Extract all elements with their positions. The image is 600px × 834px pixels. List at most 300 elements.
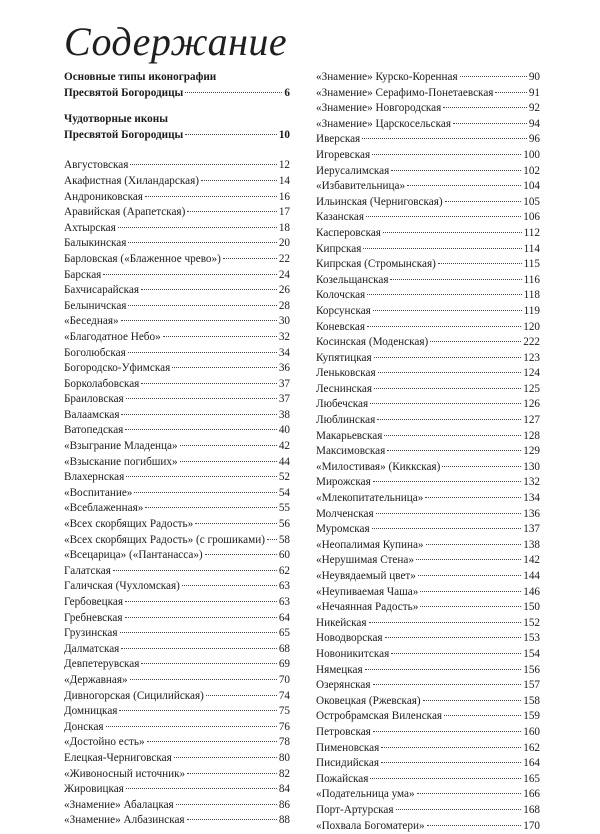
toc-entry-page: 164 (523, 756, 540, 772)
toc-entry-name: Акафистная (Хиландарская) (64, 174, 199, 190)
toc-entry[interactable] (316, 366, 540, 382)
toc-entry-page: 86 (279, 798, 290, 814)
section-title-line2: Пресвятой Богородицы (64, 128, 183, 144)
toc-entry-name: Иерусалимская (316, 164, 389, 180)
dot-leader (206, 695, 277, 696)
toc-entry[interactable] (316, 257, 540, 273)
toc-right-column (316, 70, 540, 834)
toc-entry[interactable] (64, 174, 290, 190)
toc-entry-name: Макарьевская (316, 429, 382, 445)
toc-entry-name: Елецкая-Черниговская (64, 751, 172, 767)
toc-entry[interactable] (316, 444, 540, 460)
dot-leader (443, 107, 527, 108)
toc-entry[interactable] (316, 663, 540, 679)
toc-entry[interactable] (64, 190, 290, 206)
dot-leader (182, 585, 277, 586)
toc-entry[interactable] (316, 226, 540, 242)
toc-entry[interactable] (316, 288, 540, 304)
dot-leader (180, 461, 277, 462)
toc-entry[interactable] (64, 564, 290, 580)
toc-entry[interactable] (316, 460, 540, 476)
toc-entry[interactable] (316, 86, 540, 102)
toc-entry-name: Новоникитская (316, 647, 389, 663)
toc-entry[interactable] (316, 148, 540, 164)
toc-entry-page: 68 (279, 642, 290, 658)
toc-entry-name: «Державная» (64, 673, 128, 689)
toc-entry[interactable] (316, 273, 540, 289)
dot-leader (185, 134, 277, 135)
toc-entry-page: 75 (279, 704, 290, 720)
toc-entry[interactable] (64, 314, 290, 330)
toc-entry[interactable] (316, 335, 540, 351)
dot-leader (366, 216, 521, 217)
dot-leader (444, 715, 521, 716)
toc-entry[interactable] (64, 408, 290, 424)
toc-entry-name: «Избавительница» (316, 179, 405, 195)
toc-entry-page: 22 (279, 252, 290, 268)
toc-entry[interactable] (64, 392, 290, 408)
toc-entry[interactable] (316, 397, 540, 413)
toc-entry[interactable] (316, 117, 540, 133)
toc-entry-page: 123 (523, 351, 540, 367)
toc-entry-page: 118 (524, 288, 540, 304)
toc-entry-page: 120 (523, 320, 540, 336)
dot-leader (187, 773, 277, 774)
dot-leader (120, 632, 277, 633)
toc-entry-name: «Взыграние Младенца» (64, 439, 178, 455)
toc-entry-name: Порт-Артурская (316, 803, 394, 819)
toc-entry[interactable] (64, 673, 290, 689)
toc-entry-name: Домницкая (64, 704, 117, 720)
dot-leader (365, 669, 522, 670)
page-title: Содержание (64, 22, 287, 62)
toc-entry[interactable] (316, 678, 540, 694)
toc-entry-page: 159 (523, 709, 540, 725)
dot-leader (385, 637, 522, 638)
toc-entry[interactable] (316, 320, 540, 336)
toc-entry-page: 55 (279, 501, 290, 517)
toc-entry[interactable] (316, 475, 540, 491)
dot-leader (373, 481, 522, 482)
toc-entry[interactable] (64, 158, 290, 174)
toc-entry-name: «Благодатное Небо» (64, 330, 161, 346)
toc-entry-name: Богородско-Уфимская (64, 361, 170, 377)
dot-leader (141, 663, 276, 664)
toc-entry[interactable] (64, 361, 290, 377)
toc-entry[interactable] (316, 538, 540, 554)
toc-entry-page: 88 (279, 813, 290, 829)
dot-leader (391, 170, 521, 171)
toc-entry-name: Никейская (316, 616, 367, 632)
toc-entry-name: «Живоносный источник» (64, 767, 185, 783)
dot-leader (180, 445, 277, 446)
toc-entry-page: 62 (279, 564, 290, 580)
toc-entry[interactable] (64, 720, 290, 736)
toc-entry-page: 56 (279, 517, 290, 533)
toc-entry-name: Галичская (Чухломская) (64, 579, 180, 595)
toc-entry-name: Оковецкая (Ржевская) (316, 694, 421, 710)
toc-entry-page: 116 (524, 273, 540, 289)
dot-leader (378, 372, 522, 373)
toc-entry-page: 137 (523, 522, 540, 538)
toc-entry[interactable] (316, 709, 540, 725)
toc-entry-name: Кипрская (Стромынская) (316, 257, 436, 273)
toc-entry[interactable] (64, 689, 290, 705)
dot-leader (145, 507, 277, 508)
toc-section-heading[interactable] (64, 70, 290, 101)
toc-entry[interactable] (64, 439, 290, 455)
toc-entry-page: 38 (279, 408, 290, 424)
dot-leader (267, 539, 277, 540)
toc-entry[interactable] (316, 694, 540, 710)
dot-leader (453, 123, 527, 124)
toc-entry-page: 76 (279, 720, 290, 736)
toc-entry-page: 115 (524, 257, 540, 273)
dot-leader (407, 185, 521, 186)
dot-leader (121, 648, 276, 649)
toc-entry-name: Петровская (316, 725, 371, 741)
toc-entry[interactable] (316, 242, 540, 258)
dot-leader (185, 92, 282, 93)
toc-entry[interactable] (64, 346, 290, 362)
toc-entry[interactable] (64, 470, 290, 486)
toc-entry-page: 170 (523, 819, 540, 834)
toc-entry-page: 52 (279, 470, 290, 486)
toc-entry-name: Пименовская (316, 741, 379, 757)
toc-entry-name: Озерянская (316, 678, 371, 694)
toc-entry[interactable] (316, 725, 540, 741)
toc-entry[interactable] (316, 413, 540, 429)
toc-entry[interactable] (64, 798, 290, 814)
toc-entry-page: 12 (279, 158, 290, 174)
section-title-line1: Чудотворные иконы (64, 112, 290, 128)
dot-leader (119, 710, 276, 711)
toc-entry-page: 82 (279, 767, 290, 783)
toc-entry[interactable] (64, 455, 290, 471)
toc-entry[interactable] (316, 210, 540, 226)
toc-entry-page: 134 (523, 491, 540, 507)
toc-entry[interactable] (316, 787, 540, 803)
toc-entry-name: «Милостивая» (Киккская) (316, 460, 440, 476)
toc-entry-name: «Знамение» Царскосельская (316, 117, 451, 133)
toc-entry-name: Казанская (316, 210, 364, 226)
toc-entry-name: «Достойно есть» (64, 735, 145, 751)
dot-leader (126, 398, 277, 399)
toc-entry-page: 114 (524, 242, 540, 258)
toc-entry-name: Ватопедская (64, 423, 123, 439)
dot-leader (126, 476, 277, 477)
toc-entry[interactable] (316, 616, 540, 632)
dot-leader (370, 778, 521, 779)
toc-entry-page: 80 (279, 751, 290, 767)
toc-entry[interactable] (316, 351, 540, 367)
toc-entry[interactable] (64, 751, 290, 767)
dot-leader (374, 388, 521, 389)
toc-entry-page: 28 (279, 299, 290, 315)
toc-entry-name: Иверская (316, 132, 360, 148)
toc-entry-name: Кипрская (316, 242, 361, 258)
toc-entry-name: «Нечаянная Радость» (316, 600, 418, 616)
toc-entry[interactable] (316, 585, 540, 601)
toc-entry[interactable] (64, 704, 290, 720)
toc-entry-name: Люблинская (316, 413, 375, 429)
toc-entry-name: «Нерушимая Стена» (316, 553, 414, 569)
toc-entry-page: 90 (529, 70, 540, 86)
toc-entry-page: 20 (279, 236, 290, 252)
dot-leader (106, 726, 277, 727)
toc-entry-page: 156 (523, 663, 540, 679)
toc-entry[interactable] (64, 283, 290, 299)
toc-entry-name: Новодворская (316, 631, 383, 647)
toc-entry-page: 84 (279, 782, 290, 798)
toc-entry-name: Молченская (316, 507, 374, 523)
dot-leader (423, 700, 522, 701)
dot-leader (373, 731, 521, 732)
dot-leader (391, 653, 521, 654)
toc-entry-name: Ахтырская (64, 221, 116, 237)
dot-leader (128, 352, 277, 353)
toc-entry[interactable] (316, 569, 540, 585)
toc-entry[interactable] (316, 772, 540, 788)
dot-leader (425, 497, 521, 498)
toc-entry-name: Писидийская (316, 756, 379, 772)
toc-entry-page: 158 (523, 694, 540, 710)
dot-leader (126, 788, 277, 789)
toc-entry[interactable] (316, 179, 540, 195)
toc-entry-name: Валаамская (64, 408, 119, 424)
dot-leader (130, 679, 277, 680)
toc-entry[interactable] (316, 631, 540, 647)
toc-entry[interactable] (316, 132, 540, 148)
toc-entry-name: Аравийская (Арапетская) (64, 205, 185, 221)
toc-entry[interactable] (64, 813, 290, 829)
toc-entry-page: 162 (523, 741, 540, 757)
dot-leader (205, 554, 277, 555)
toc-entry-page: 150 (523, 600, 540, 616)
toc-entry-page: 130 (523, 460, 540, 476)
toc-entry-page: 168 (523, 803, 540, 819)
dot-leader (381, 762, 521, 763)
toc-entry-page: 126 (523, 397, 540, 413)
toc-entry[interactable] (316, 164, 540, 180)
dot-leader (174, 757, 277, 758)
toc-entry-name: Барловская («Блаженное чрево») (64, 252, 221, 268)
dot-leader (387, 450, 521, 451)
dot-leader (141, 289, 277, 290)
dot-leader (367, 294, 521, 295)
toc-entry-name: Бахчисарайская (64, 283, 139, 299)
dot-leader (125, 617, 277, 618)
toc-entry-name: Далматская (64, 642, 119, 658)
toc-entry-name: Пожайская (316, 772, 368, 788)
dot-leader (420, 606, 521, 607)
toc-entry-page: 146 (523, 585, 540, 601)
dot-leader (128, 242, 276, 243)
dot-leader (442, 466, 521, 467)
toc-entry-page: 138 (523, 538, 540, 554)
toc-entry[interactable] (64, 642, 290, 658)
toc-entry-list-left (64, 158, 290, 829)
dot-leader (163, 336, 277, 337)
toc-entry[interactable] (64, 486, 290, 502)
toc-entry[interactable] (64, 595, 290, 611)
toc-entry-name: Любечская (316, 397, 368, 413)
toc-entry-page: 165 (523, 772, 540, 788)
toc-entry-page: 127 (523, 413, 540, 429)
dot-leader (121, 414, 276, 415)
toc-entry-name: Нямецкая (316, 663, 363, 679)
toc-entry[interactable] (64, 501, 290, 517)
dot-leader (376, 513, 522, 514)
toc-entry-page: 106 (523, 210, 540, 226)
toc-entry-page: 40 (279, 423, 290, 439)
toc-entry[interactable] (64, 611, 290, 627)
toc-entry-name: Борколабовская (64, 377, 139, 393)
toc-entry-page: 24 (279, 268, 290, 284)
toc-entry[interactable] (64, 548, 290, 564)
toc-entry[interactable] (316, 382, 540, 398)
dot-leader (373, 684, 522, 685)
dot-leader (187, 211, 277, 212)
dot-leader (201, 180, 277, 181)
toc-entry-page: 42 (279, 439, 290, 455)
dot-leader (172, 367, 277, 368)
toc-entry-page: 142 (523, 553, 540, 569)
toc-entry-page: 105 (523, 195, 540, 211)
toc-entry[interactable] (64, 423, 290, 439)
dot-leader (372, 528, 522, 529)
dot-leader (374, 357, 522, 358)
toc-left-column (64, 70, 290, 829)
toc-entry[interactable] (316, 101, 540, 117)
toc-entry-name: «Неупиваемая Чаша» (316, 585, 418, 601)
toc-entry-page: 37 (279, 377, 290, 393)
toc-entry[interactable] (64, 377, 290, 393)
toc-entry-name: «Подательница ума» (316, 787, 415, 803)
toc-entry-page: 44 (279, 455, 290, 471)
toc-entry[interactable] (64, 205, 290, 221)
dot-leader (384, 435, 521, 436)
toc-entry[interactable] (316, 304, 540, 320)
dot-leader (495, 92, 526, 93)
toc-entry-page: 154 (523, 647, 540, 663)
toc-entry[interactable] (316, 429, 540, 445)
toc-entry[interactable] (64, 268, 290, 284)
toc-entry-name: «Похвала Богоматери» (316, 819, 425, 834)
toc-entry[interactable] (64, 252, 290, 268)
toc-entry-name: Андрониковская (64, 190, 143, 206)
toc-entry-page: 96 (529, 132, 540, 148)
toc-entry-name: Балыкинская (64, 236, 126, 252)
dot-leader (103, 274, 276, 275)
toc-entry[interactable] (64, 767, 290, 783)
toc-entry[interactable] (64, 735, 290, 751)
toc-entry-page: 64 (279, 611, 290, 627)
toc-entry[interactable] (64, 299, 290, 315)
toc-entry-page: 144 (523, 569, 540, 585)
dot-leader (125, 601, 277, 602)
toc-entry-name: «Неувядаемый цвет» (316, 569, 416, 585)
toc-entry-name: Косинская (Моденская) (316, 335, 428, 351)
toc-entry-page: 100 (523, 148, 540, 164)
toc-entry-name: Жировицкая (64, 782, 124, 798)
toc-section-heading[interactable] (64, 112, 290, 143)
toc-entry-name: Леснинская (316, 382, 372, 398)
toc-entry[interactable] (316, 647, 540, 663)
dot-leader (381, 747, 521, 748)
toc-entry[interactable] (316, 522, 540, 538)
toc-entry-name: «Воспитание» (64, 486, 132, 502)
toc-entry-name: Купятицкая (316, 351, 372, 367)
toc-entry[interactable] (64, 517, 290, 533)
toc-entry-name: Дивногорская (Сицилийская) (64, 689, 204, 705)
dot-leader (426, 544, 522, 545)
dot-leader (418, 575, 521, 576)
toc-entry[interactable] (316, 491, 540, 507)
toc-entry-name: Боголюбская (64, 346, 126, 362)
toc-entry-page: 14 (279, 174, 290, 190)
toc-entry-name: «Знамение» Албазинская (64, 813, 185, 829)
toc-entry[interactable] (64, 657, 290, 673)
dot-leader (141, 383, 276, 384)
toc-entry[interactable] (64, 221, 290, 237)
dot-leader (438, 263, 522, 264)
dot-leader (362, 138, 527, 139)
dot-leader (417, 793, 522, 794)
toc-entry[interactable] (316, 70, 540, 86)
toc-entry[interactable] (64, 626, 290, 642)
dot-leader (427, 825, 522, 826)
toc-entry-name: Козельщанская (316, 273, 388, 289)
toc-entry-page: 69 (279, 657, 290, 673)
toc-entry[interactable] (64, 579, 290, 595)
toc-entry[interactable] (316, 819, 540, 834)
toc-entry[interactable] (64, 236, 290, 252)
toc-entry[interactable] (64, 330, 290, 346)
toc-entry-page: 128 (523, 429, 540, 445)
toc-entry[interactable] (64, 782, 290, 798)
toc-entry-name: Девпетерувская (64, 657, 139, 673)
dot-leader (445, 201, 522, 202)
toc-entry-page: 78 (279, 735, 290, 751)
toc-entry-page: 54 (279, 486, 290, 502)
toc-entry-list-right (316, 70, 540, 834)
toc-entry[interactable] (316, 507, 540, 523)
toc-entry-name: Влахернская (64, 470, 124, 486)
dot-leader (147, 741, 277, 742)
dot-leader (377, 419, 521, 420)
toc-entry[interactable] (316, 741, 540, 757)
toc-entry-page: 129 (523, 444, 540, 460)
toc-entry-name: Коневская (316, 320, 365, 336)
toc-entry[interactable] (316, 803, 540, 819)
toc-entry[interactable] (316, 553, 540, 569)
toc-entry[interactable] (316, 756, 540, 772)
toc-entry-name: Браиловская (64, 392, 124, 408)
toc-entry-name: Галатская (64, 564, 111, 580)
toc-entry[interactable] (64, 533, 290, 549)
toc-entry-name: Максимовская (316, 444, 385, 460)
toc-entry-page: 160 (523, 725, 540, 741)
toc-entry-page: 104 (523, 179, 540, 195)
dot-leader (396, 809, 522, 810)
toc-entry-page: 125 (523, 382, 540, 398)
toc-entry[interactable] (316, 195, 540, 211)
toc-entry[interactable] (316, 600, 540, 616)
toc-entry-page: 152 (523, 616, 540, 632)
toc-entry-page: 166 (523, 787, 540, 803)
toc-entry-page: 132 (523, 475, 540, 491)
